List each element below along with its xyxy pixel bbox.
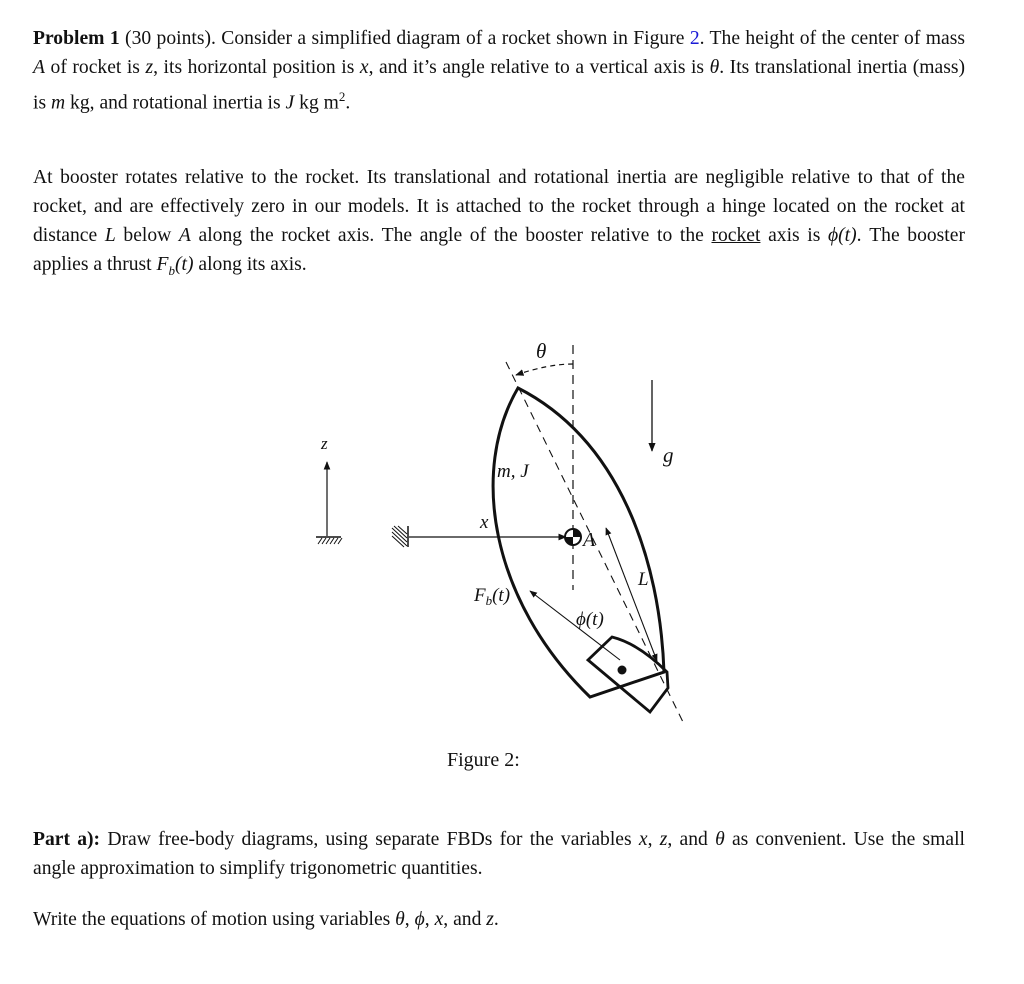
part-a-heading: Part a):: [33, 829, 101, 850]
thrust-subscript: b: [485, 593, 493, 608]
var-theta: θ: [395, 909, 405, 930]
problem-heading: Problem 1: [33, 28, 120, 49]
text: as convenient. Use the small angle approximation to simplify trigonometric quantities.: [33, 829, 965, 879]
theta-arc-arrow: [516, 364, 573, 375]
var-z: z: [145, 57, 154, 78]
var-theta: θ: [715, 829, 725, 850]
thrust-label: [473, 585, 510, 608]
text: , and it’s angle relative to a vertical axis is: [368, 57, 705, 78]
var-theta: θ: [709, 57, 720, 78]
text: axis is: [768, 225, 821, 246]
var-F: F: [156, 254, 169, 275]
figure-reference-link[interactable]: 2: [689, 28, 700, 49]
text: , and: [443, 909, 482, 930]
var-J: J: [285, 92, 295, 114]
var-z: z: [659, 829, 668, 850]
subscript: b: [168, 262, 175, 278]
L-dimension-arrow: [606, 528, 657, 661]
theta-label: θ: [536, 339, 547, 363]
text: ,: [647, 829, 653, 850]
z-ground-hatch: [318, 538, 342, 544]
text: below: [123, 225, 172, 246]
var-phi: ϕ: [414, 909, 425, 930]
figure-caption: Figure 2:: [447, 749, 520, 771]
var-z: z: [486, 909, 494, 930]
text: , its horizontal position is: [153, 57, 355, 78]
text: Consider a simplified diagram of a rocket shown in Figure: [221, 28, 685, 49]
x-wall-hatch: [392, 526, 407, 547]
phi-label: ϕ(t): [576, 609, 604, 630]
text: , and: [667, 829, 708, 850]
var-A: A: [178, 225, 191, 246]
text: ,: [404, 909, 410, 930]
text: .: [345, 92, 351, 114]
var-A: A: [33, 57, 45, 78]
text: along the rocket axis. The angle of the booster relative to the: [198, 225, 704, 246]
x-label: x: [480, 512, 489, 533]
problem-points: (30 points).: [125, 28, 216, 49]
L-label: L: [638, 569, 649, 590]
text: Write the equations of motion using variables: [33, 909, 391, 930]
var-m: m: [50, 92, 66, 114]
var-L: L: [104, 225, 116, 246]
A-label: A: [583, 529, 596, 551]
hinge-point: [618, 666, 627, 675]
text: kg, and rotational inertia is: [70, 92, 281, 114]
text: . The booster applies a thrust: [33, 225, 965, 275]
text: of rocket is: [50, 57, 140, 78]
var-x: x: [434, 909, 444, 930]
write-instruction: [33, 905, 965, 934]
var-phi: ϕ(t): [828, 225, 857, 246]
var-x: x: [359, 57, 369, 78]
thrust-F: F: [474, 585, 486, 606]
superscript: 2: [338, 89, 346, 104]
gravity-label: g: [663, 443, 674, 467]
z-label: z: [321, 434, 328, 453]
text: kg m: [299, 92, 339, 114]
var-x: x: [638, 829, 648, 850]
thrust-arrow: [530, 591, 620, 660]
text: At booster rotates relative to the rocket. Its translational and rotational inertia are negligible relative to that of the rocket, and are effectively zero in our models. It is attached to the rocket through a hinge located on the rocket at distance: [33, 167, 965, 246]
text: along its axis.: [198, 254, 307, 275]
text: . The height of the center of mass: [699, 28, 965, 49]
text: .: [493, 909, 499, 930]
var-t: (t): [175, 254, 194, 275]
thrust-t: (t): [492, 585, 511, 606]
part-a: [33, 825, 965, 883]
text: ,: [424, 909, 430, 930]
text: Draw free-body diagrams, using separate FBDs for the variables: [107, 829, 632, 850]
mass-inertia-label: m, J: [497, 461, 529, 482]
underlined-word: rocket: [711, 225, 761, 246]
text: . Its translational inertia (mass) is: [33, 57, 966, 114]
